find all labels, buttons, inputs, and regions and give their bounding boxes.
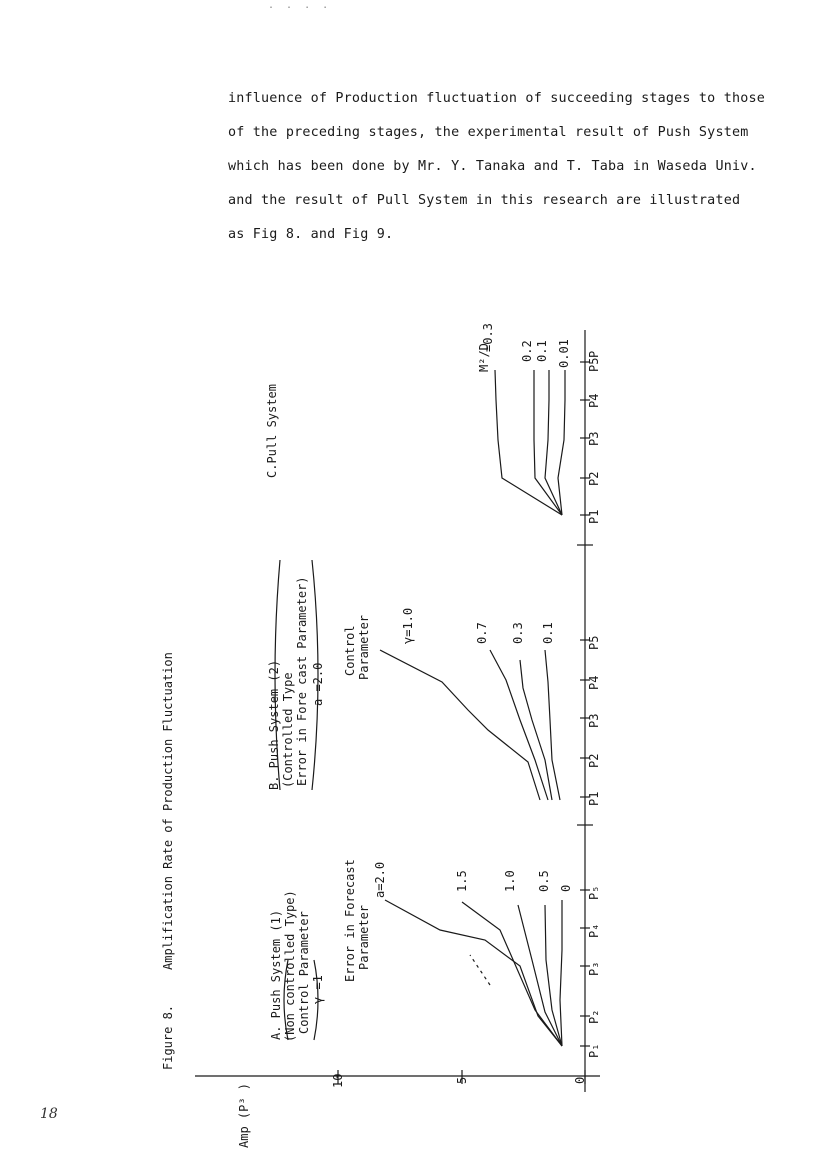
x-tick-label: P₃ [587, 961, 601, 976]
series-label: 1.0 [503, 870, 517, 892]
series-label: 0.01 [557, 339, 571, 368]
x-tick-label: P2 [587, 753, 601, 768]
series-label: γ=1.0 [401, 607, 415, 644]
panel-a-control-label: Control Parameter [297, 911, 311, 1034]
panel-a-param-label-2: Parameter [357, 904, 371, 970]
figure-caption-title: Amplification Rate of Production Fluctuation [161, 652, 175, 970]
series-label: 0.1 [535, 340, 549, 362]
y-tick-label: 0 [573, 1076, 587, 1084]
dashed-segment [470, 955, 490, 985]
page-number: 18 [40, 1106, 58, 1122]
curve-panel-b-0.7 [490, 650, 548, 800]
paragraph-line: and the result of Pull System in this research are illustrated [228, 193, 741, 208]
series-label: 0.5 [537, 870, 551, 892]
x-tick-label: P4 [587, 393, 601, 408]
series-label: 0.7 [475, 622, 489, 644]
series-label: 0.1 [541, 622, 555, 644]
series-label: 1.5 [455, 870, 469, 892]
x-tick-label: P5 [587, 635, 601, 650]
panel-b-subtitle: (Controlled Type [281, 672, 295, 788]
x-tick-label: P₅ [587, 885, 601, 900]
x-tick-label: P5 [587, 357, 601, 372]
curve-panel-b-0.3 [520, 660, 552, 800]
x-tick-label: P1 [587, 509, 601, 524]
x-tick-label: P4 [587, 675, 601, 690]
series-label: a=2.0 [373, 861, 387, 898]
x-tick-label: P [587, 350, 601, 358]
paragraph-line: of the preceding stages, the experimental result of Push System [228, 125, 749, 140]
paragraph-line: which has been done by Mr. Y. Tanaka and T. Taba in Waseda Univ. [228, 159, 757, 174]
curve-panel-c-0.01 [558, 370, 565, 515]
series-label: 0.3 [511, 622, 525, 644]
panel-a-subtitle: (Non controlled Type) [283, 890, 297, 1042]
curve-panel-a-1.0 [518, 905, 562, 1046]
panel-c-title: C.Pull System [265, 384, 279, 478]
x-tick-label: P₁ [587, 1043, 601, 1058]
x-tick-label: P3 [587, 713, 601, 728]
curve-panel-a-0.5 [545, 905, 562, 1046]
panel-b-param-label-2: Parameter [357, 614, 371, 680]
x-tick-label: P₄ [587, 923, 601, 938]
x-tick-label: P₂ [587, 1009, 601, 1024]
x-tick-label: P1 [587, 791, 601, 806]
panel-b-title: B. Push System (2) [267, 659, 281, 790]
curve-panel-b-0.1 [545, 650, 560, 800]
panel-a-title: A. Push System (1) [269, 909, 283, 1040]
curve-panel-a-0 [560, 900, 562, 1046]
curve-panel-b-gamma1.0 [380, 650, 540, 800]
y-axis-label: Amp (P³ ) [237, 1082, 251, 1148]
panel-b-line4: a =2.0 [311, 662, 325, 706]
panel-c-ratio-label: M²/D [477, 343, 491, 372]
panel-a-param-label: Error in Forecast [343, 859, 357, 982]
series-label: 0 [559, 884, 573, 892]
series-label: 0.2 [520, 340, 534, 362]
y-tick-label: 10 [331, 1073, 345, 1088]
y-tick-label: 5 [455, 1076, 469, 1084]
series-label: =0.3 [481, 323, 495, 352]
panel-b-line3: Error in Fore cast Parameter) [295, 576, 309, 786]
x-tick-label: P2 [587, 471, 601, 486]
panel-b-param-label: Control [343, 625, 357, 676]
paragraph-line: as Fig 8. and Fig 9. [228, 227, 394, 242]
panel-a-control-value: γ =1 [311, 975, 325, 1004]
curve-panel-a-1.5 [462, 902, 562, 1046]
x-tick-label: P3 [587, 431, 601, 446]
paragraph-line: influence of Production fluctuation of succeeding stages to those [228, 91, 766, 106]
figure-caption-label: Figure 8. [161, 1004, 175, 1070]
scan-artifact: . . . . [268, 0, 332, 11]
